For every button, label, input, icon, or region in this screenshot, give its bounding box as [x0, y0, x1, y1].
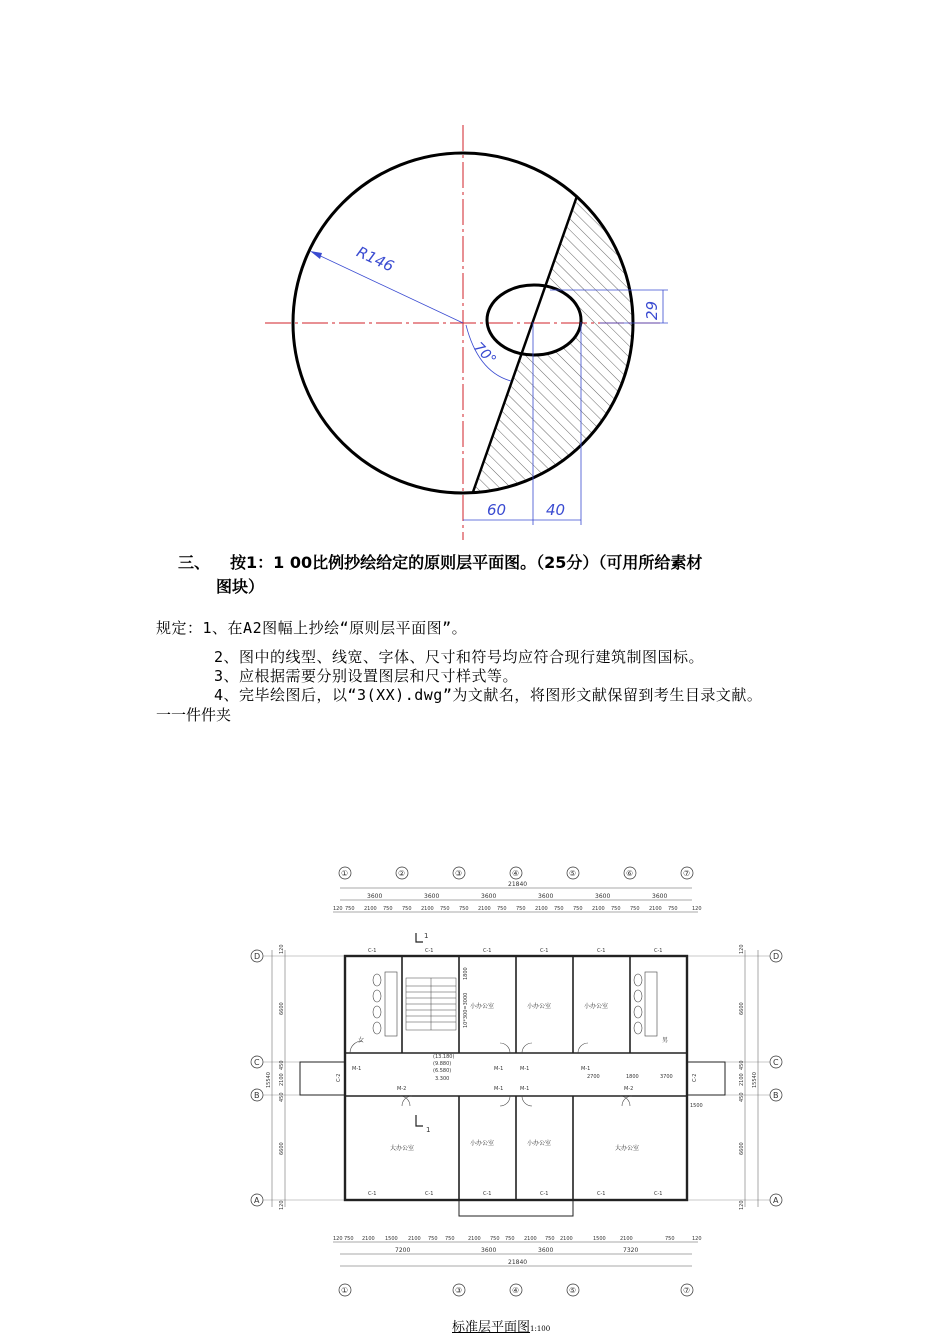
svg-text:D: D — [254, 952, 261, 961]
svg-text:C-1: C-1 — [368, 1191, 377, 1197]
svg-text:750: 750 — [545, 1236, 555, 1242]
svg-text:M-1: M-1 — [352, 1066, 362, 1072]
svg-text:450: 450 — [739, 1060, 745, 1070]
svg-text:450: 450 — [739, 1092, 745, 1102]
room-large-office-2: 大办公室 — [615, 1145, 640, 1152]
svg-text:2100: 2100 — [279, 1073, 285, 1086]
svg-text:A: A — [254, 1196, 260, 1205]
svg-text:B: B — [773, 1091, 779, 1100]
plan-scale: 1:100 — [530, 1325, 551, 1333]
bottom-detail-dims — [333, 1236, 702, 1242]
svg-text:2100: 2100 — [535, 906, 548, 912]
axis-top-1: ① — [341, 869, 349, 878]
svg-text:C-1: C-1 — [368, 948, 377, 954]
svg-text:1: 1 — [426, 1126, 431, 1134]
svg-text:10*300=3000: 10*300=3000 — [463, 992, 469, 1028]
question-number: 三、 — [178, 553, 211, 572]
svg-text:750: 750 — [516, 906, 526, 912]
left-dims — [266, 944, 285, 1210]
svg-text:1500: 1500 — [690, 1103, 703, 1109]
svg-text:C-1: C-1 — [425, 948, 434, 954]
svg-text:750: 750 — [490, 1236, 500, 1242]
total-width-bottom: 21840 — [508, 1259, 528, 1266]
angle-label: 70° — [470, 339, 499, 369]
svg-text:M-2: M-2 — [624, 1086, 634, 1092]
svg-text:2100: 2100 — [649, 906, 662, 912]
requirement-1: 1、在A2图幅上抄绘“原则层平面图”。 — [202, 619, 468, 637]
svg-text:2100: 2100 — [421, 906, 434, 912]
bay-2: 3600 — [424, 893, 440, 900]
span-2: 3600 — [481, 1247, 497, 1254]
bottom-axis-bubbles — [339, 1284, 693, 1296]
svg-text:750: 750 — [611, 906, 621, 912]
svg-text:A: A — [773, 1196, 779, 1205]
svg-text:750: 750 — [665, 1236, 675, 1242]
svg-text:2100: 2100 — [478, 906, 491, 912]
svg-text:①: ① — [341, 1286, 349, 1295]
requirement-2: 2、图中的线型、线宽、字体、尺寸和符号均应符合现行建筑制图国标。 — [214, 648, 705, 666]
svg-text:120: 120 — [692, 906, 702, 912]
bay-5: 3600 — [595, 893, 611, 900]
svg-text:120: 120 — [739, 1200, 745, 1210]
svg-text:750: 750 — [573, 906, 583, 912]
svg-text:C-1: C-1 — [654, 1191, 663, 1197]
svg-text:M-1: M-1 — [494, 1066, 504, 1072]
svg-text:750: 750 — [459, 906, 469, 912]
svg-text:1800: 1800 — [626, 1074, 639, 1080]
svg-text:(9.880): (9.880) — [433, 1061, 452, 1067]
question-title: 按1：1 00比例抄绘给定的原则层平面图。（25分）（可用所给素材 — [230, 553, 703, 572]
svg-text:750: 750 — [505, 1236, 515, 1242]
svg-text:3700: 3700 — [660, 1074, 673, 1080]
axis-top-6: ⑥ — [626, 869, 634, 878]
svg-text:2100: 2100 — [592, 906, 605, 912]
svg-text:450: 450 — [279, 1092, 285, 1102]
radius-arrow — [310, 251, 322, 259]
svg-text:1800: 1800 — [463, 967, 469, 980]
cut-mark-right: C-2 — [692, 1073, 698, 1082]
svg-text:750: 750 — [402, 906, 412, 912]
span-4: 7320 — [623, 1247, 639, 1254]
dim-left-label: 60 — [487, 501, 507, 519]
svg-text:2100: 2100 — [524, 1236, 537, 1242]
floor-plan — [240, 860, 800, 1308]
svg-text:2100: 2100 — [560, 1236, 573, 1242]
svg-text:C: C — [254, 1058, 260, 1067]
room-women: 女 — [358, 1037, 365, 1044]
room-small-office-5: 小办公室 — [527, 1140, 552, 1147]
dim-right-label: 40 — [546, 501, 566, 519]
svg-text:1500: 1500 — [385, 1236, 398, 1242]
axis-top-2: ② — [398, 869, 406, 878]
svg-text:2100: 2100 — [364, 906, 377, 912]
stairs — [406, 978, 456, 1030]
right-axis-bubbles — [770, 950, 782, 1206]
question-title-cont: 图块） — [216, 577, 265, 596]
svg-text:D: D — [773, 952, 780, 961]
total-width-top: 21840 — [508, 881, 528, 888]
left-axis-bubbles — [251, 950, 263, 1206]
svg-text:M-1: M-1 — [581, 1066, 591, 1072]
room-small-office-4: 小办公室 — [470, 1140, 495, 1147]
axis-top-7: ⑦ — [683, 869, 691, 878]
room-men: 男 — [662, 1037, 669, 1044]
room-large-office-1: 大办公室 — [390, 1145, 415, 1152]
bay-6: 3600 — [652, 893, 668, 900]
room-small-office-1: 小办公室 — [470, 1003, 495, 1010]
svg-text:C-1: C-1 — [483, 948, 492, 954]
top-detail-dims — [333, 906, 702, 912]
svg-text:C-1: C-1 — [483, 1191, 492, 1197]
requirement-3: 3、应根据需要分别设置图层和尺寸样式等。 — [214, 667, 519, 685]
svg-text:(6.580): (6.580) — [433, 1068, 452, 1074]
svg-text:120: 120 — [333, 1236, 343, 1242]
svg-text:750: 750 — [668, 906, 678, 912]
span-1: 7200 — [395, 1247, 411, 1254]
bay-3: 3600 — [481, 893, 497, 900]
svg-text:15540: 15540 — [752, 1072, 758, 1088]
room-small-office-3: 小办公室 — [584, 1003, 609, 1010]
svg-text:C-1: C-1 — [654, 948, 663, 954]
svg-text:120: 120 — [739, 944, 745, 954]
bay-4: 3600 — [538, 893, 554, 900]
svg-text:450: 450 — [279, 1060, 285, 1070]
bay-1: 3600 — [367, 893, 383, 900]
svg-text:6600: 6600 — [739, 1142, 745, 1155]
svg-text:6600: 6600 — [279, 1002, 285, 1015]
svg-text:2100: 2100 — [468, 1236, 481, 1242]
stair-dims — [463, 967, 469, 1028]
section-marks — [416, 932, 430, 1134]
question-heading — [178, 550, 702, 573]
svg-text:120: 120 — [333, 906, 343, 912]
span-3: 3600 — [538, 1247, 554, 1254]
svg-text:750: 750 — [428, 1236, 438, 1242]
svg-text:2100: 2100 — [620, 1236, 633, 1242]
elevation-marks — [433, 1054, 454, 1082]
svg-text:C-1: C-1 — [597, 948, 606, 954]
requirements-first — [156, 617, 467, 638]
svg-text:M-1: M-1 — [520, 1066, 530, 1072]
svg-text:750: 750 — [445, 1236, 455, 1242]
axis-top-5: ⑤ — [569, 869, 577, 878]
corridor-dims — [587, 1074, 703, 1109]
svg-text:750: 750 — [344, 1236, 354, 1242]
dim-height-label: 29 — [643, 300, 661, 320]
svg-text:1500: 1500 — [593, 1236, 606, 1242]
room-small-office-2: 小办公室 — [527, 1003, 552, 1010]
svg-text:2100: 2100 — [408, 1236, 421, 1242]
svg-text:C-1: C-1 — [425, 1191, 434, 1197]
svg-text:120: 120 — [279, 944, 285, 954]
svg-text:③: ③ — [455, 1286, 463, 1295]
svg-text:⑦: ⑦ — [683, 1286, 691, 1295]
svg-text:1: 1 — [424, 932, 429, 940]
svg-text:15540: 15540 — [266, 1072, 272, 1088]
svg-text:⑤: ⑤ — [569, 1286, 577, 1295]
svg-text:750: 750 — [345, 906, 355, 912]
right-dims — [739, 944, 758, 1210]
radius-label: R146 — [353, 242, 397, 276]
plan-walls — [300, 956, 725, 1216]
axis-top-4: ④ — [512, 869, 520, 878]
svg-text:④: ④ — [512, 1286, 520, 1295]
svg-text:2700: 2700 — [587, 1074, 600, 1080]
svg-text:B: B — [254, 1091, 260, 1100]
cut-mark-left: C-2 — [336, 1073, 342, 1082]
requirements-label: 规定： — [156, 619, 203, 637]
svg-text:C: C — [773, 1058, 779, 1067]
plan-title: 标准层平面图 — [452, 1320, 531, 1335]
svg-text:M-2: M-2 — [397, 1086, 407, 1092]
svg-text:6600: 6600 — [279, 1142, 285, 1155]
svg-text:(13.180): (13.180) — [433, 1054, 455, 1060]
svg-text:750: 750 — [554, 906, 564, 912]
circle-drawing — [0, 0, 950, 550]
svg-text:3.300: 3.300 — [435, 1076, 450, 1082]
svg-text:M-1: M-1 — [494, 1086, 504, 1092]
svg-text:750: 750 — [497, 906, 507, 912]
axis-top-3: ③ — [455, 869, 463, 878]
cut-off-line: 一一件件夹 — [156, 706, 232, 724]
svg-text:750: 750 — [440, 906, 450, 912]
requirement-4: 4、完毕绘图后，以“3(XX).dwg”为文献名，将图形文献保留到考生目录文献。 — [214, 686, 763, 704]
top-axis-bubbles — [339, 867, 693, 879]
svg-text:C-1: C-1 — [540, 1191, 549, 1197]
svg-text:120: 120 — [692, 1236, 702, 1242]
plan-caption — [452, 1316, 550, 1335]
svg-text:2100: 2100 — [739, 1073, 745, 1086]
svg-text:6600: 6600 — [739, 1002, 745, 1015]
svg-text:120: 120 — [279, 1200, 285, 1210]
svg-text:2100: 2100 — [362, 1236, 375, 1242]
svg-text:C-1: C-1 — [540, 948, 549, 954]
svg-text:M-1: M-1 — [520, 1086, 530, 1092]
svg-text:750: 750 — [383, 906, 393, 912]
svg-text:C-1: C-1 — [597, 1191, 606, 1197]
svg-text:750: 750 — [630, 906, 640, 912]
